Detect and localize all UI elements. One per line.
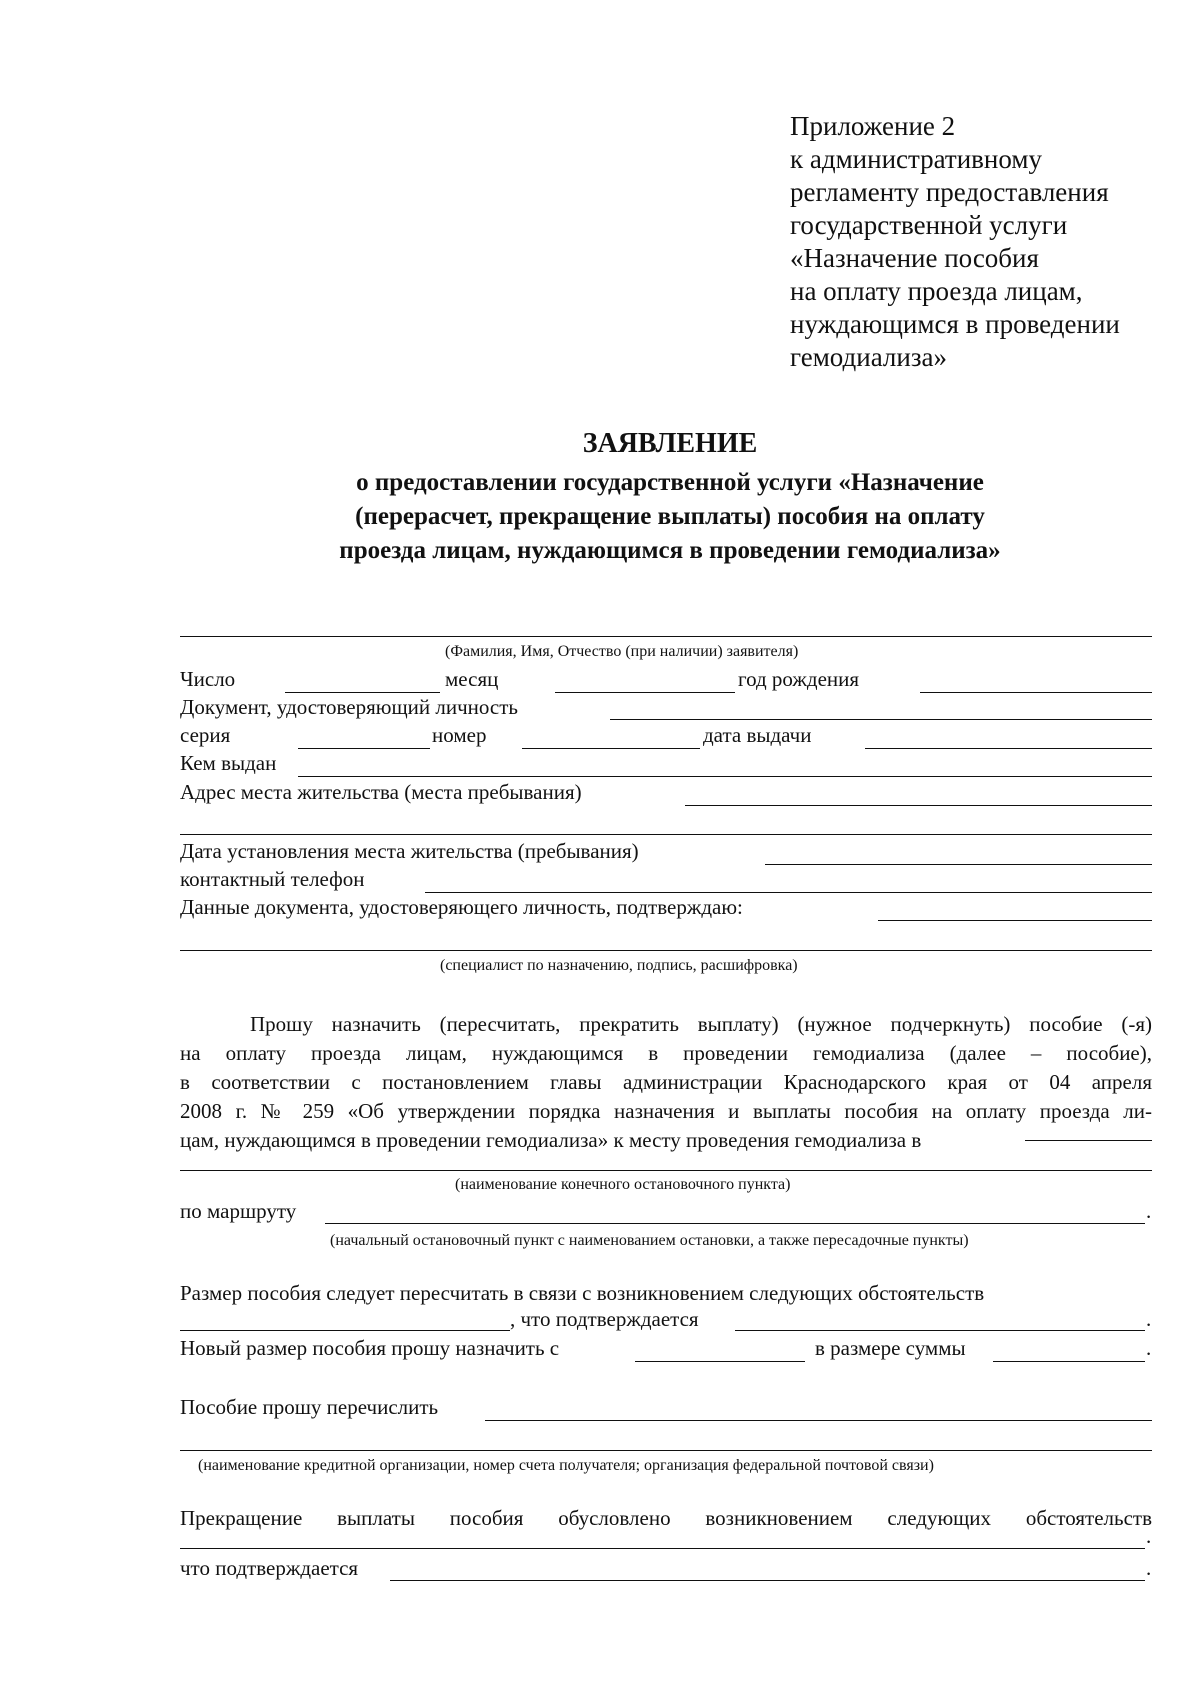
confirm-label: Данные документа, удостоверяющего личность, подтверждаю:	[180, 895, 743, 919]
day-field-line[interactable]	[285, 692, 440, 693]
birth-year-label: год рождения	[738, 667, 860, 691]
request-line: на оплату проезда лицам, нуждающимся в проведении гемодиализа (далее – пособие),	[180, 1041, 1152, 1065]
route-caption: (начальный остановочный пункт с наименованием остановки, а также пересадочные пункты)	[330, 1232, 969, 1249]
number-label: номер	[432, 723, 487, 747]
transfer-field-line[interactable]	[485, 1420, 1152, 1421]
annex-line: гемодиализа»	[790, 342, 947, 372]
annex-header	[790, 110, 1170, 374]
request-paragraph	[180, 1010, 1152, 1155]
recalc-reason-field-line[interactable]	[180, 1330, 510, 1331]
new-size-label: Новый размер пособия прошу назначить с	[180, 1336, 560, 1360]
amount-period: .	[1146, 1336, 1152, 1360]
address-label: Адрес места жительства (места пребывания)	[180, 780, 582, 804]
termination-label: Прекращение выплаты пособия обусловлено возникновением следующих обстоятельств	[180, 1506, 1152, 1530]
recalc-confirmed-label: , что подтверждается	[510, 1307, 699, 1331]
document-subtitle	[180, 466, 1160, 568]
recalc-confirmed-period: .	[1146, 1307, 1152, 1331]
annex-line: «Назначение пособия	[790, 243, 1039, 273]
termination-confirmed-field-line[interactable]	[390, 1580, 1145, 1581]
issued-by-field-line[interactable]	[298, 776, 1152, 777]
request-line: Прошу назначить (пересчитать, прекратить выплату) (нужное подчеркнуть) пособие (-я)	[250, 1012, 1152, 1036]
destination-caption: (наименование конечного остановочного пункта)	[455, 1176, 791, 1193]
termination-confirmed-label: что подтверждается	[180, 1556, 359, 1580]
address-date-label: Дата установления места жительства (пребывания)	[180, 839, 639, 863]
route-period: .	[1146, 1199, 1152, 1223]
termination-confirmed-period: .	[1146, 1556, 1152, 1580]
fio-field-line[interactable]	[180, 636, 1152, 637]
address-date-field-line[interactable]	[765, 864, 1152, 865]
annex-line: регламенту предоставления	[790, 177, 1109, 207]
transfer-field-line-2[interactable]	[180, 1450, 1152, 1451]
termination-reason-field-line[interactable]	[180, 1548, 1145, 1549]
destination-field-line[interactable]	[180, 1170, 1152, 1171]
annex-line: к административному	[790, 144, 1042, 174]
subtitle-line: проезда лицам, нуждающимся в проведении гемодиализа»	[339, 537, 1001, 564]
specialist-caption: (специалист по назначению, подпись, расшифровка)	[440, 957, 798, 974]
transfer-caption: (наименование кредитной организации, номер счета получателя; организация федеральной почтовой связи)	[198, 1457, 934, 1474]
amount-label: в размере суммы	[815, 1336, 966, 1360]
birth-year-field-line[interactable]	[920, 692, 1152, 693]
series-label: серия	[180, 723, 231, 747]
route-label: по маршруту	[180, 1199, 297, 1223]
series-field-line[interactable]	[298, 748, 430, 749]
amount-field-line[interactable]	[993, 1361, 1145, 1362]
issue-date-field-line[interactable]	[865, 748, 1152, 749]
annex-line: нуждающимся в проведении	[790, 309, 1120, 339]
recalc-confirmed-field-line[interactable]	[735, 1330, 1145, 1331]
number-field-line[interactable]	[522, 748, 700, 749]
termination-reason-period: .	[1146, 1524, 1152, 1548]
request-line: 2008 г. № 259 «Об утверждении порядка назначения и выплаты пособия на оплату проезда ли-	[180, 1099, 1152, 1123]
annex-line: на оплату проезда лицам,	[790, 276, 1083, 306]
phone-label: контактный телефон	[180, 867, 365, 891]
destination-field-line-inline[interactable]	[1025, 1140, 1152, 1141]
annex-line: Приложение 2	[790, 111, 956, 141]
fio-caption: (Фамилия, Имя, Отчество (при наличии) заявителя)	[445, 643, 799, 660]
specialist-field-line[interactable]	[180, 950, 1152, 951]
issued-by-label: Кем выдан	[180, 751, 277, 775]
month-field-line[interactable]	[555, 692, 735, 693]
subtitle-line: о предоставлении государственной услуги «Назначение	[356, 469, 984, 496]
transfer-label: Пособие прошу перечислить	[180, 1395, 439, 1419]
day-label: Число	[180, 667, 236, 691]
recalc-label: Размер пособия следует пересчитать в связи с возникновением следующих обстоятельств	[180, 1281, 985, 1305]
id-doc-label: Документ, удостоверяющий личность	[180, 695, 518, 719]
id-doc-field-line[interactable]	[610, 719, 1152, 720]
phone-field-line[interactable]	[425, 892, 1152, 893]
subtitle-line: (перерасчет, прекращение выплаты) пособия на оплату	[355, 503, 985, 530]
annex-line: государственной услуги	[790, 210, 1068, 240]
confirm-field-line[interactable]	[878, 920, 1152, 921]
new-size-date-field-line[interactable]	[635, 1361, 805, 1362]
request-line: в соответствии с постановлением главы администрации Краснодарского края от 04 апреля	[180, 1070, 1152, 1094]
route-field-line[interactable]	[325, 1223, 1145, 1224]
document-title: ЗАЯВЛЕНИЕ	[582, 428, 758, 459]
address-field-line[interactable]	[685, 805, 1152, 806]
issue-date-label: дата выдачи	[703, 723, 812, 747]
request-line: цам, нуждающимся в проведении гемодиализа» к месту проведения гемодиализа в	[180, 1128, 922, 1152]
month-label: месяц	[445, 667, 499, 691]
address-field-line-2[interactable]	[180, 834, 1152, 835]
